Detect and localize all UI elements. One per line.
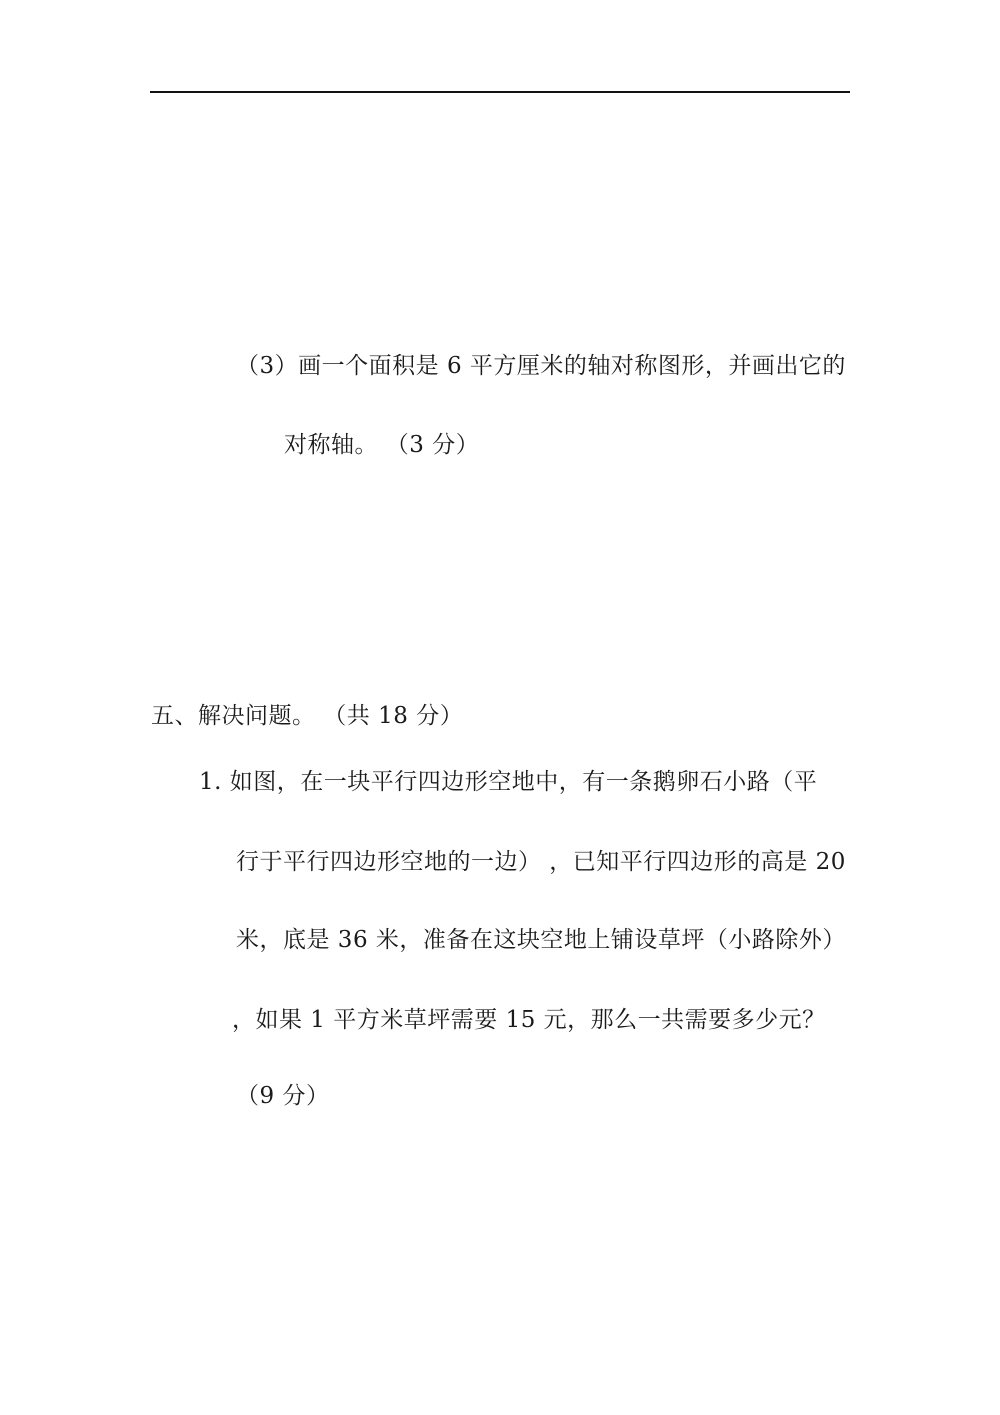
problem-1-text-line-2: 行于平行四边形空地的一边） ，已知平行四边形的高是 20 — [236, 849, 846, 875]
problem-1-text-line-1: 1. 如图，在一块平行四边形空地中，有一条鹅卵石小路（平 — [199, 769, 818, 795]
question-3-text-line-2: 对称轴。 （3 分） — [284, 432, 480, 458]
section-5-title: 五、解决问题。 （共 18 分） — [151, 703, 464, 729]
problem-1-text-line-5: （9 分） — [236, 1083, 330, 1109]
problem-1-text-line-4: ，如果 1 平方米草坪需要 15 元，那么一共需要多少元？ — [232, 1007, 826, 1033]
header-rule — [150, 91, 850, 93]
problem-1-text-line-3: 米，底是 36 米，准备在这块空地上铺设草坪（小路除外） — [236, 927, 846, 953]
question-3-text-line-1: （3）画一个面积是 6 平方厘米的轴对称图形，并画出它的 — [236, 353, 846, 379]
